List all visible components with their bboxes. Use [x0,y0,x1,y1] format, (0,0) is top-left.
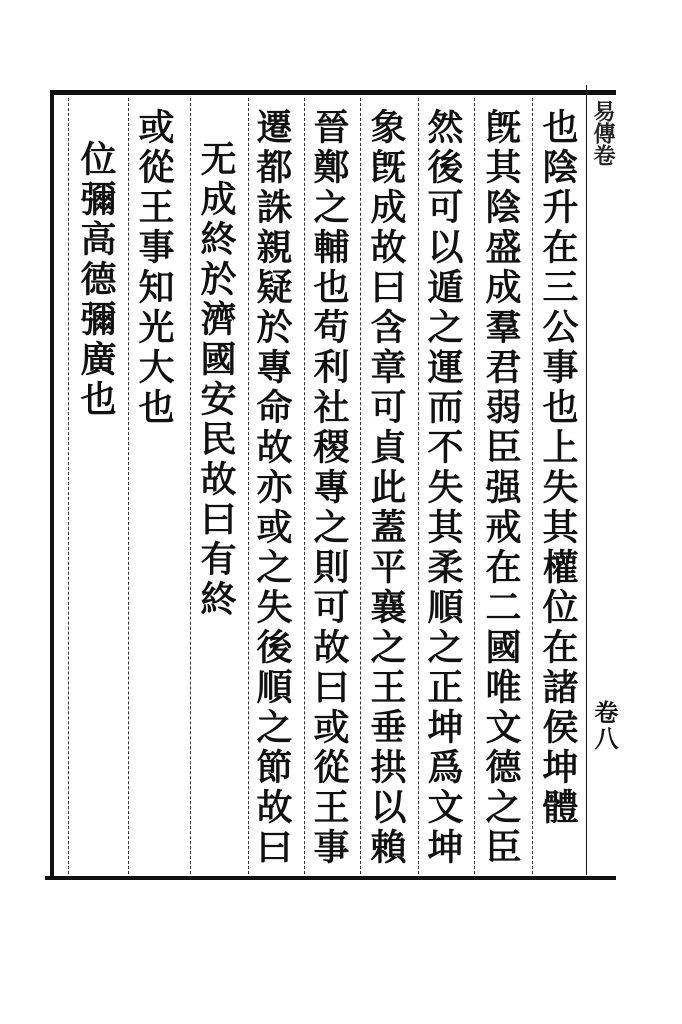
column-divider [128,98,130,874]
text-column-2: 旣其陰盛成羣君弱臣强戒在二國唯文德之臣 [480,108,522,868]
column-divider [418,98,420,874]
page-border-top [50,90,616,95]
text-column-3: 然後可以遁之運而不失其柔順之正坤爲文坤 [422,108,464,868]
text-column-1: 也陰升在三公事也上失其權位在諸侯坤體 [537,108,579,828]
text-column-6: 遷都誅親疑於專命故亦或之失後順之節故曰 [251,108,293,868]
column-divider [190,98,192,874]
text-column-5: 晉鄭之輔也苟利社稷專之則可故曰或從王事 [308,108,350,868]
column-divider [248,98,250,874]
margin-bottom-label: 卷八 [590,700,619,752]
column-divider [304,98,306,874]
page-border-bottom [45,876,616,880]
column-divider [474,98,476,874]
page-border-left [50,90,54,878]
text-column-8: 或從王事知光大也 [133,108,175,428]
margin-column [586,85,619,875]
margin-top-label: 易傳卷 [590,100,616,166]
text-column-9: 位彌高德彌廣也 [75,140,117,420]
column-divider [360,98,362,874]
column-divider [68,98,70,874]
text-column-4: 象旣成故曰含章可貞此蓋平襄之王垂拱以賴 [365,108,407,868]
column-divider [532,98,534,874]
text-column-7: 无成終於濟國安民故曰有終 [195,140,237,620]
